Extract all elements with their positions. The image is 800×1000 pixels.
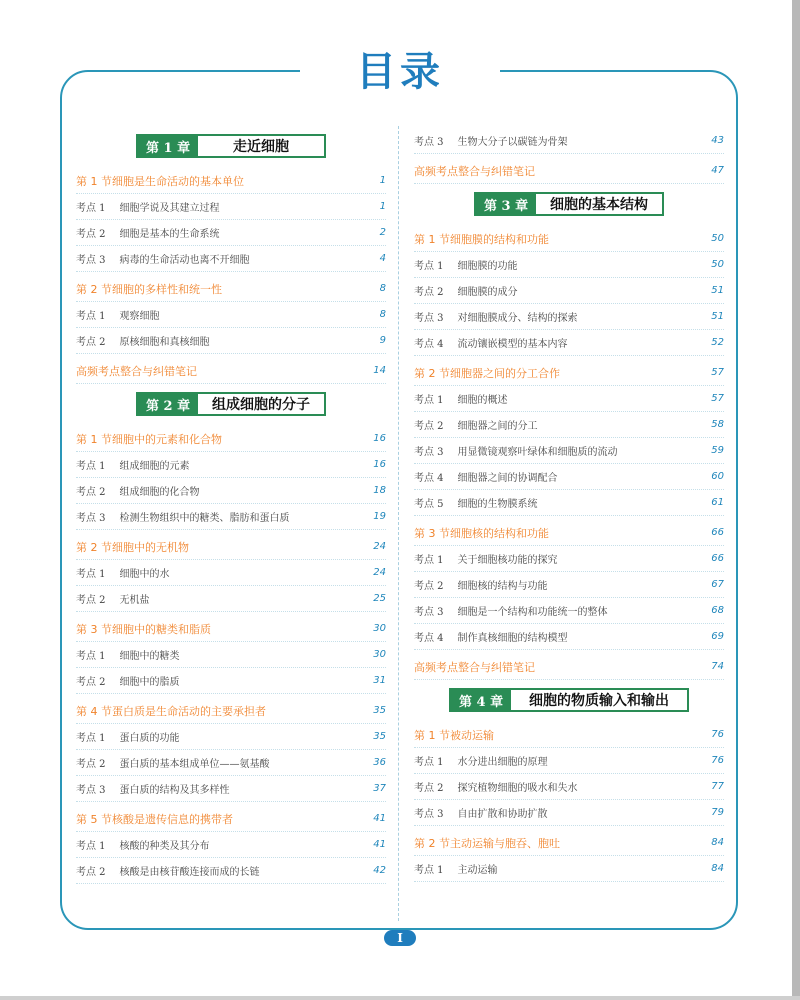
- entry-number: 考点 4: [414, 633, 444, 644]
- toc-topic-entry[interactable]: [414, 386, 724, 412]
- entry-label-group: [76, 173, 244, 189]
- entry-title: 生物大分子以碳链为骨架: [457, 137, 568, 148]
- entry-number: 考点 2: [76, 595, 106, 606]
- entry-page-number: 30: [373, 623, 386, 634]
- toc-topic-entry[interactable]: [76, 452, 386, 478]
- entry-number: 考点 3: [414, 809, 444, 820]
- toc-topic-entry[interactable]: [76, 478, 386, 504]
- toc-topic-entry[interactable]: [414, 412, 724, 438]
- toc-topic-entry[interactable]: [76, 586, 386, 612]
- chapter-title: 走近细胞: [233, 139, 290, 155]
- entry-label-group: [414, 257, 518, 272]
- entry-title: 病毒的生命活动也离不开细胞: [119, 255, 250, 266]
- entry-title: 细胞器之间的协调配合: [457, 473, 558, 484]
- entry-number: 考点 1: [76, 733, 106, 744]
- entry-label-group: [76, 863, 260, 878]
- entry-title: 细胞的概述: [457, 395, 508, 406]
- toc-section-entry[interactable]: [76, 168, 386, 194]
- entry-label-group: [76, 837, 210, 852]
- toc-section-entry[interactable]: [76, 698, 386, 724]
- entry-title: 高频考点整合与纠错笔记: [76, 364, 197, 378]
- entry-number: 考点 2: [76, 867, 106, 878]
- toc-summary-entry[interactable]: [76, 358, 386, 384]
- entry-label-group: [414, 577, 548, 592]
- entry-title: 蛋白质的基本组成单位——氨基酸: [119, 759, 270, 770]
- entry-number: 考点 3: [414, 447, 444, 458]
- toc-left-column: [76, 128, 386, 884]
- entry-title: 细胞的生物膜系统: [457, 499, 538, 510]
- entry-label-group: [76, 307, 160, 322]
- entry-title: 核酸是遗传信息的携带者: [112, 812, 233, 826]
- entry-label-group: [76, 781, 230, 796]
- entry-title: 细胞核的结构与功能: [457, 581, 548, 592]
- entry-page-number: 37: [373, 783, 386, 794]
- toc-topic-entry[interactable]: [414, 624, 724, 650]
- entry-number: 考点 1: [76, 569, 106, 580]
- entry-number: 考点 1: [414, 865, 444, 876]
- entry-page-number: 84: [711, 837, 724, 848]
- toc-topic-entry[interactable]: [414, 800, 724, 826]
- entry-title: 被动运输: [450, 728, 494, 742]
- entry-label-group: [414, 753, 548, 768]
- toc-topic-entry[interactable]: [414, 278, 724, 304]
- entry-page-number: 79: [711, 807, 724, 818]
- entry-page-number: 8: [379, 283, 386, 294]
- entry-page-number: 25: [373, 593, 386, 604]
- entry-page-number: 18: [373, 485, 386, 496]
- entry-title: 高频考点整合与纠错笔记: [414, 660, 535, 674]
- entry-page-number: 2: [379, 227, 386, 238]
- entry-label-group: [414, 231, 549, 247]
- entry-page-number: 16: [373, 433, 386, 444]
- toc-topic-entry[interactable]: [76, 668, 386, 694]
- entry-title: 观察细胞: [119, 311, 160, 322]
- entry-page-number: 74: [711, 661, 724, 672]
- entry-label-group: [414, 365, 560, 381]
- entry-page-number: 57: [711, 367, 724, 378]
- entry-number: 考点 1: [414, 757, 444, 768]
- entry-title: 检测生物组织中的糖类、脂肪和蛋白质: [119, 513, 290, 524]
- entry-number: 考点 2: [76, 759, 106, 770]
- entry-number: 考点 2: [76, 487, 106, 498]
- entry-title: 主动运输与胞吞、胞吐: [450, 836, 560, 850]
- entry-number: 考点 2: [414, 783, 444, 794]
- entry-number: 第 2 节: [76, 282, 112, 296]
- entry-title: 细胞的多样性和统一性: [112, 282, 222, 296]
- entry-label-group: [414, 163, 535, 179]
- toc-section-entry[interactable]: [414, 830, 724, 856]
- toc-section-entry[interactable]: [414, 226, 724, 252]
- entry-title: 高频考点整合与纠错笔记: [414, 164, 535, 178]
- entry-page-number: 50: [711, 233, 724, 244]
- entry-page-number: 69: [711, 631, 724, 642]
- entry-label-group: [76, 483, 200, 498]
- chapter-heading: [449, 688, 689, 712]
- toc-topic-entry[interactable]: [76, 776, 386, 802]
- entry-label-group: [414, 443, 618, 458]
- toc-topic-entry[interactable]: [414, 490, 724, 516]
- entry-title: 细胞是基本的生命系统: [119, 229, 220, 240]
- entry-title: 核酸是由核苷酸连接而成的长链: [119, 867, 260, 878]
- entry-page-number: 9: [379, 335, 386, 346]
- toc-topic-entry[interactable]: [414, 546, 724, 572]
- entry-number: 考点 2: [414, 581, 444, 592]
- entry-number: 第 2 节: [414, 836, 450, 850]
- entry-number: 第 1 节: [414, 232, 450, 246]
- chapter-title: 细胞的基本结构: [550, 197, 649, 213]
- entry-title: 细胞中的元素和化合物: [112, 432, 222, 446]
- entry-title: 流动镶嵌模型的基本内容: [457, 339, 568, 350]
- entry-label-group: [76, 431, 222, 447]
- entry-label-group: [76, 225, 220, 240]
- entry-number: 考点 1: [414, 555, 444, 566]
- entry-page-number: 84: [711, 863, 724, 874]
- toc-topic-entry[interactable]: [414, 464, 724, 490]
- toc-topic-entry[interactable]: [76, 724, 386, 750]
- entry-label-group: [76, 565, 170, 580]
- toc-topic-entry[interactable]: [414, 252, 724, 278]
- entry-label-group: [414, 417, 538, 432]
- entry-title: 细胞膜的成分: [457, 287, 518, 298]
- entry-page-number: 60: [711, 471, 724, 482]
- column-divider: [398, 126, 399, 921]
- toc-topic-entry[interactable]: [414, 856, 724, 882]
- entry-label-group: [414, 133, 568, 148]
- entry-page-number: 4: [379, 253, 386, 264]
- entry-number: 第 5 节: [76, 812, 112, 826]
- entry-label-group: [414, 495, 538, 510]
- entry-number: 考点 3: [414, 607, 444, 618]
- entry-page-number: 77: [711, 781, 724, 792]
- toc-summary-entry[interactable]: [414, 654, 724, 680]
- entry-number: 考点 1: [76, 461, 106, 472]
- entry-number: 第 1 节: [76, 174, 112, 188]
- entry-page-number: 16: [373, 459, 386, 470]
- entry-label-group: [76, 333, 210, 348]
- entry-page-number: 58: [711, 419, 724, 430]
- entry-title: 细胞中的糖类: [119, 651, 180, 662]
- entry-page-number: 50: [711, 259, 724, 270]
- toc-section-entry[interactable]: [414, 722, 724, 748]
- entry-page-number: 61: [711, 497, 724, 508]
- entry-number: 考点 3: [76, 255, 106, 266]
- entry-title: 无机盐: [119, 595, 150, 606]
- entry-page-number: 59: [711, 445, 724, 456]
- toc-topic-entry[interactable]: [414, 304, 724, 330]
- chapter-heading: [474, 192, 664, 216]
- entry-label-group: [414, 551, 558, 566]
- entry-label-group: [76, 281, 222, 297]
- entry-label-group: [414, 861, 498, 876]
- entry-label-group: [414, 309, 578, 324]
- toc-section-entry[interactable]: [414, 520, 724, 546]
- toc-topic-entry[interactable]: [76, 246, 386, 272]
- toc-topic-entry[interactable]: [76, 750, 386, 776]
- entry-number: 考点 2: [76, 677, 106, 688]
- entry-number: 考点 4: [414, 339, 444, 350]
- entry-title: 核酸的种类及其分布: [119, 841, 210, 852]
- entry-label-group: [76, 199, 220, 214]
- toc-topic-entry[interactable]: [414, 572, 724, 598]
- entry-number: 考点 1: [414, 395, 444, 406]
- entry-page-number: 42: [373, 865, 386, 876]
- entry-title: 制作真核细胞的结构模型: [457, 633, 568, 644]
- entry-page-number: 51: [711, 285, 724, 296]
- entry-page-number: 52: [711, 337, 724, 348]
- entry-label-group: [414, 779, 578, 794]
- toc-section-entry[interactable]: [76, 534, 386, 560]
- entry-label-group: [76, 509, 290, 524]
- toc-topic-entry[interactable]: [76, 504, 386, 530]
- entry-page-number: 68: [711, 605, 724, 616]
- entry-number: 第 2 节: [76, 540, 112, 554]
- entry-label-group: [76, 647, 180, 662]
- entry-number: 考点 4: [414, 473, 444, 484]
- entry-label-group: [414, 335, 568, 350]
- entry-title: 主动运输: [457, 865, 498, 876]
- entry-number: 第 3 节: [76, 622, 112, 636]
- entry-page-number: 66: [711, 553, 724, 564]
- entry-page-number: 51: [711, 311, 724, 322]
- entry-page-number: 19: [373, 511, 386, 522]
- entry-label-group: [76, 729, 180, 744]
- entry-title: 细胞膜的功能: [457, 261, 518, 272]
- entry-label-group: [414, 727, 494, 743]
- entry-label-group: [76, 251, 250, 266]
- entry-number: 考点 3: [414, 137, 444, 148]
- toc-topic-entry[interactable]: [414, 330, 724, 356]
- entry-page-number: 41: [373, 839, 386, 850]
- page-shadow-bottom: [0, 996, 800, 1000]
- entry-title: 水分进出细胞的原理: [457, 757, 548, 768]
- page-number: I: [384, 930, 416, 946]
- entry-label-group: [414, 835, 560, 851]
- chapter-heading: [136, 392, 326, 416]
- toc-topic-entry[interactable]: [414, 438, 724, 464]
- entry-label-group: [76, 591, 150, 606]
- entry-title: 细胞学说及其建立过程: [119, 203, 220, 214]
- entry-number: 考点 3: [414, 313, 444, 324]
- entry-page-number: 1: [379, 201, 386, 212]
- entry-title: 蛋白质的结构及其多样性: [119, 785, 230, 796]
- entry-title: 组成细胞的化合物: [119, 487, 200, 498]
- entry-label-group: [414, 659, 535, 675]
- entry-number: 考点 3: [76, 785, 106, 796]
- entry-title: 组成细胞的元素: [119, 461, 190, 472]
- entry-title: 蛋白质的功能: [119, 733, 180, 744]
- toc-topic-entry[interactable]: [414, 128, 724, 154]
- entry-label-group: [76, 755, 270, 770]
- entry-number: 考点 1: [414, 261, 444, 272]
- entry-title: 细胞器之间的分工: [457, 421, 538, 432]
- toc-section-entry[interactable]: [76, 426, 386, 452]
- toc-topic-entry[interactable]: [76, 194, 386, 220]
- entry-label-group: [414, 629, 568, 644]
- toc-topic-entry[interactable]: [76, 560, 386, 586]
- toc-section-entry[interactable]: [414, 360, 724, 386]
- entry-title: 细胞是一个结构和功能统一的整体: [457, 607, 608, 618]
- entry-title: 细胞是生命活动的基本单位: [112, 174, 244, 188]
- entry-page-number: 67: [711, 579, 724, 590]
- entry-title: 细胞器之间的分工合作: [450, 366, 560, 380]
- entry-title: 关于细胞核功能的探究: [457, 555, 558, 566]
- entry-title: 用显微镜观察叶绿体和细胞质的流动: [457, 447, 618, 458]
- entry-page-number: 36: [373, 757, 386, 768]
- toc-topic-entry[interactable]: [414, 774, 724, 800]
- entry-page-number: 57: [711, 393, 724, 404]
- chapter-number: 第 4 章: [451, 690, 511, 710]
- entry-page-number: 24: [373, 541, 386, 552]
- entry-title: 细胞膜的结构和功能: [450, 232, 549, 246]
- entry-title: 细胞核的结构和功能: [450, 526, 549, 540]
- entry-label-group: [414, 391, 508, 406]
- entry-label-group: [414, 283, 518, 298]
- entry-title: 细胞中的脂质: [119, 677, 180, 688]
- entry-label-group: [76, 363, 197, 379]
- toc-summary-entry[interactable]: [414, 158, 724, 184]
- entry-page-number: 8: [379, 309, 386, 320]
- chapter-number: 第 1 章: [138, 136, 198, 156]
- entry-title: 对细胞膜成分、结构的探索: [457, 313, 578, 324]
- entry-page-number: 14: [373, 365, 386, 376]
- entry-number: 第 2 节: [414, 366, 450, 380]
- toc-topic-entry[interactable]: [76, 858, 386, 884]
- entry-number: 第 4 节: [76, 704, 112, 718]
- entry-page-number: 76: [711, 729, 724, 740]
- entry-label-group: [76, 457, 190, 472]
- toc-section-entry[interactable]: [76, 276, 386, 302]
- entry-page-number: 76: [711, 755, 724, 766]
- chapter-title: 细胞的物质输入和输出: [529, 693, 670, 709]
- entry-number: 考点 2: [76, 229, 106, 240]
- toc-section-entry[interactable]: [76, 806, 386, 832]
- entry-label-group: [76, 621, 211, 637]
- entry-number: 考点 2: [414, 421, 444, 432]
- entry-label-group: [414, 805, 548, 820]
- entry-title: 自由扩散和协助扩散: [457, 809, 548, 820]
- entry-page-number: 66: [711, 527, 724, 538]
- entry-number: 考点 2: [414, 287, 444, 298]
- entry-number: 考点 1: [76, 311, 106, 322]
- entry-page-number: 47: [711, 165, 724, 176]
- entry-page-number: 41: [373, 813, 386, 824]
- chapter-heading: [136, 134, 326, 158]
- entry-title: 细胞中的无机物: [112, 540, 189, 554]
- toc-topic-entry[interactable]: [76, 328, 386, 354]
- entry-number: 考点 1: [76, 203, 106, 214]
- entry-label-group: [76, 811, 233, 827]
- toc-topic-entry[interactable]: [414, 748, 724, 774]
- entry-label-group: [76, 703, 266, 719]
- entry-page-number: 30: [373, 649, 386, 660]
- entry-title: 细胞中的水: [119, 569, 170, 580]
- entry-number: 考点 1: [76, 841, 106, 852]
- entry-label-group: [76, 539, 189, 555]
- entry-label-group: [414, 525, 549, 541]
- entry-number: 考点 2: [76, 337, 106, 348]
- toc-topic-entry[interactable]: [76, 302, 386, 328]
- page-title: 目录: [356, 48, 444, 95]
- entry-number: 考点 1: [76, 651, 106, 662]
- entry-page-number: 43: [711, 135, 724, 146]
- entry-number: 第 3 节: [414, 526, 450, 540]
- entry-page-number: 1: [379, 175, 386, 186]
- entry-page-number: 24: [373, 567, 386, 578]
- chapter-title: 组成细胞的分子: [212, 397, 311, 413]
- chapter-number: 第 3 章: [476, 194, 536, 214]
- entry-page-number: 31: [373, 675, 386, 686]
- entry-label-group: [414, 603, 608, 618]
- toc-topic-entry[interactable]: [76, 832, 386, 858]
- entry-page-number: 35: [373, 705, 386, 716]
- entry-label-group: [414, 469, 558, 484]
- toc-topic-entry[interactable]: [76, 220, 386, 246]
- toc-section-entry[interactable]: [76, 616, 386, 642]
- entry-title: 蛋白质是生命活动的主要承担者: [112, 704, 266, 718]
- chapter-number: 第 2 章: [138, 394, 198, 414]
- entry-title: 细胞中的糖类和脂质: [112, 622, 211, 636]
- page-shadow-right: [792, 0, 800, 1000]
- entry-number: 第 1 节: [414, 728, 450, 742]
- toc-right-column: [414, 128, 724, 882]
- toc-topic-entry[interactable]: [76, 642, 386, 668]
- entry-number: 第 1 节: [76, 432, 112, 446]
- entry-title: 原核细胞和真核细胞: [119, 337, 210, 348]
- entry-title: 探究植物细胞的吸水和失水: [457, 783, 578, 794]
- entry-number: 考点 3: [76, 513, 106, 524]
- title-box: [300, 40, 500, 96]
- toc-topic-entry[interactable]: [414, 598, 724, 624]
- entry-number: 考点 5: [414, 499, 444, 510]
- entry-page-number: 35: [373, 731, 386, 742]
- entry-label-group: [76, 673, 180, 688]
